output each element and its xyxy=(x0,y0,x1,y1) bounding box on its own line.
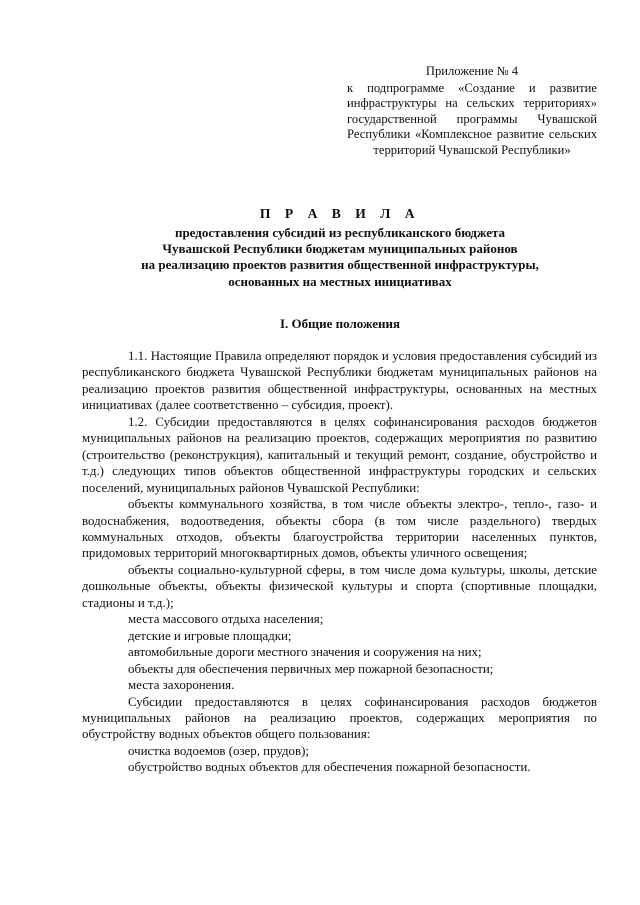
document-subtitle xyxy=(80,225,600,290)
appendix-text: к подпрограмме «Создание и развитие инфраструктуры на сельских территориях» государственной программы Чувашской Республики «Комплексное развитие сельских территорий Чувашской Республики» xyxy=(347,80,597,157)
list-item: места массового отдыха населения; xyxy=(128,612,324,627)
subtitle-line: на реализацию проектов развития общественной инфраструктуры, xyxy=(141,257,539,273)
list-item: объекты коммунального хозяйства, в том числе объекты электро-, тепло-, газо- и водоснабжения, водоотведения, объекты сбора (в том числе раздельного) твердых коммунальных отходов, объекты благоустройства территории населенных пунктов, придомовых территорий многоквартирных домов, объекты уличного освещения; xyxy=(82,497,597,561)
document-header xyxy=(80,205,600,290)
paragraph-1-2: 1.2. Субсидии предоставляются в целях софинансирования расходов бюджетов муниципальных районов на реализацию проектов, содержащих мероприятия по развитию (строительство (реконструкция), капитальный и текущий ремонт, создание, обустройство и т.д.) следующих типов объектов общественной инфраструктуры городских и сельских поселений, муниципальных районов Чувашской Республики: xyxy=(82,414,597,495)
paragraph-water-objects: Субсидии предоставляются в целях софинансирования расходов бюджетов муниципальных районов на реализацию проектов, содержащих мероприятия по обустройству водных объектов общего пользования: xyxy=(82,694,597,742)
list-item: объекты социально-культурной сферы, в том числе дома культуры, школы, детские дошкольные объекты, объекты физической культуры и спорта (спортивные площадки, стадионы и т.д.); xyxy=(82,562,597,610)
section-content xyxy=(82,348,597,776)
list-item: обустройство водных объектов для обеспечения пожарной безопасности. xyxy=(128,760,531,775)
document-title: П Р А В И Л А xyxy=(259,206,421,221)
list-item: автомобильные дороги местного значения и сооружения на них; xyxy=(128,645,482,660)
appendix-title: Приложение № 4 xyxy=(425,64,519,78)
subtitle-line: Чувашской Республики бюджетам муниципальных районов xyxy=(162,241,518,257)
appendix-block xyxy=(347,64,597,159)
list-item: очистка водоемов (озер, прудов); xyxy=(128,743,309,758)
list-item: места захоронения. xyxy=(128,678,235,693)
list-item: детские и игровые площадки; xyxy=(128,628,292,643)
list-item: объекты для обеспечения первичных мер пожарной безопасности; xyxy=(128,661,494,676)
section-heading: I. Общие положения xyxy=(280,316,400,331)
subtitle-line: предоставления субсидий из республиканского бюджета xyxy=(174,225,506,240)
paragraph-1-1: 1.1. Настоящие Правила определяют порядок и условия предоставления субсидий из республиканского бюджета Чувашской Республики бюджетам муниципальных районов на реализацию проектов развития общественной инфраструктуры, основанных на местных инициативах (далее соответственно – субсидия, проект). xyxy=(82,349,597,413)
subtitle-line: основанных на местных инициативах xyxy=(228,273,452,289)
